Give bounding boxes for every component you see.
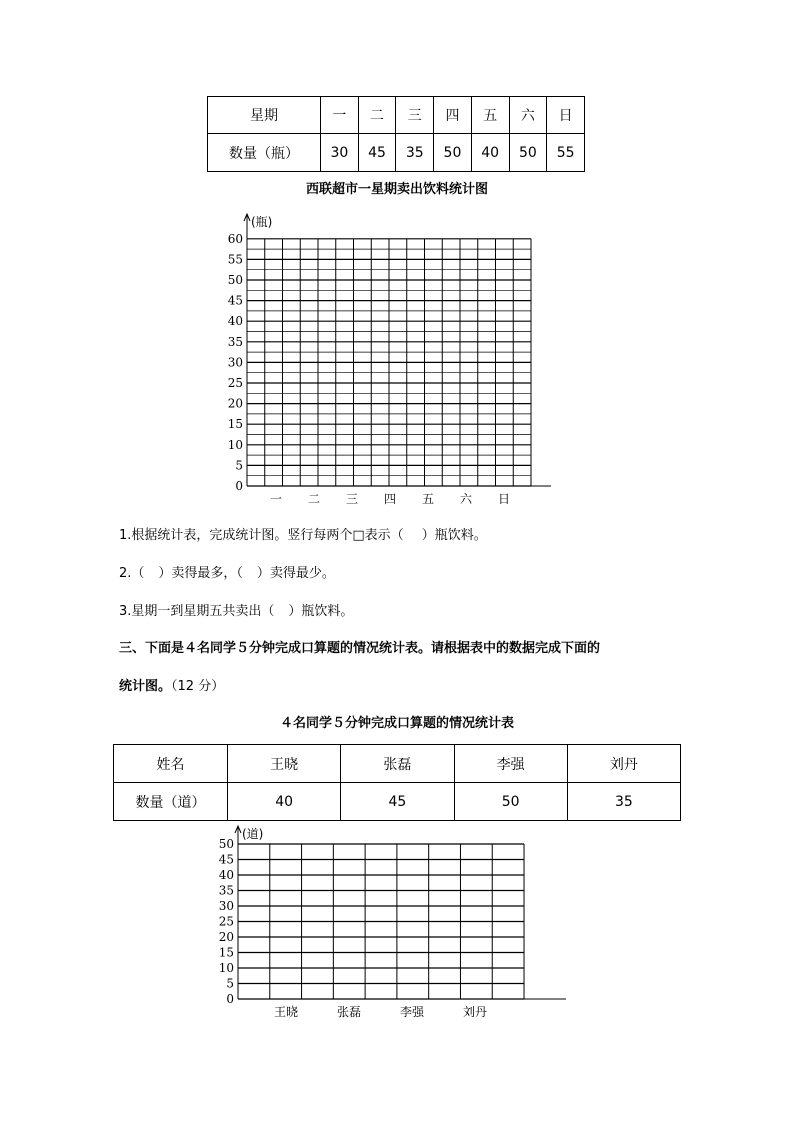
y-tick-label: 45	[227, 293, 243, 308]
day-cell: 六	[509, 97, 547, 134]
y-tick-label: 5	[235, 458, 243, 473]
value-cell: 40	[228, 783, 341, 821]
y-tick-label: 60	[227, 231, 243, 246]
y-tick-label: 0	[235, 479, 243, 493]
score-label: （12 分）	[171, 679, 225, 694]
value-cell: 35	[396, 134, 434, 172]
table2-title: ４名同学５分钟完成口算题的情况统计表	[279, 716, 514, 731]
section-3-heading-end: 统计图。	[119, 679, 172, 694]
question-3-text: 3.星期一到星期五共卖出（	[119, 604, 275, 619]
x-tick-label: 刘丹	[462, 1005, 488, 1019]
day-cell: 日	[547, 97, 585, 134]
name-cell: 李强	[454, 745, 567, 783]
chart1-grid	[0, 0, 794, 520]
question-2-text-c: ）卖得最少。	[256, 566, 335, 581]
question-2-text-b: ）卖得最多，（	[158, 566, 243, 581]
chart2-grid	[0, 810, 794, 1040]
y-tick-label: 35	[227, 334, 243, 349]
y-tick-label: 20	[218, 930, 234, 944]
question-1	[119, 524, 487, 543]
y-tick-label: 55	[227, 252, 243, 267]
y-tick-label: 5	[226, 976, 234, 991]
name-cell: 刘丹	[567, 745, 680, 783]
quantity-header: 数量（道）	[114, 783, 228, 821]
question-2	[119, 562, 335, 581]
unit-label: (道)	[242, 827, 264, 841]
quantity-header: 数量（瓶）	[208, 134, 321, 172]
y-tick-label: 10	[218, 961, 234, 975]
x-tick-label: 张磊	[336, 1005, 362, 1019]
y-tick-label: 35	[218, 883, 234, 898]
question-2-text-a: 2.（	[119, 566, 145, 581]
y-tick-label: 45	[218, 852, 234, 867]
x-tick-label: 李强	[399, 1005, 425, 1019]
y-tick-label: 25	[218, 914, 234, 929]
question-3-text-end: ）瓶饮料。	[288, 604, 354, 619]
y-tick-label: 20	[227, 396, 243, 411]
value-cell: 55	[547, 134, 585, 172]
name-header: 姓名	[114, 745, 228, 783]
question-3	[119, 600, 353, 619]
name-cell: 张磊	[341, 745, 454, 783]
x-tick-label: 六	[459, 492, 473, 506]
day-cell: 三	[396, 97, 434, 134]
value-cell: 45	[358, 134, 396, 172]
y-tick-label: 15	[218, 945, 234, 960]
y-tick-label: 0	[226, 992, 234, 1006]
section-3-heading: 三、下面是４名同学５分钟完成口算题的情况统计表。请根据表中的数据完成下面的	[119, 641, 601, 656]
chart1-title: 西联超市一星期卖出饮料统计图	[305, 182, 488, 197]
day-cell: 一	[321, 97, 359, 134]
name-cell: 王晓	[228, 745, 341, 783]
value-cell: 50	[509, 134, 547, 172]
day-cell: 四	[434, 97, 472, 134]
question-1-text: 1.根据统计表，完成统计图。竖行每两个□表示（	[119, 528, 404, 543]
y-tick-label: 10	[227, 437, 243, 452]
value-cell: 50	[434, 134, 472, 172]
question-1-text-end: ）瓶饮料。	[421, 528, 487, 543]
value-cell: 50	[454, 783, 567, 821]
value-cell: 40	[471, 134, 509, 172]
day-cell: 五	[471, 97, 509, 134]
y-tick-label: 50	[227, 273, 243, 287]
x-tick-label: 二	[307, 492, 321, 506]
x-tick-label: 一	[269, 492, 283, 506]
section-3-heading-cont	[119, 675, 224, 694]
x-tick-label: 五	[421, 492, 435, 506]
unit-label: (瓶)	[251, 215, 273, 229]
table-row	[114, 745, 681, 783]
x-tick-label: 三	[345, 492, 359, 506]
y-tick-label: 40	[227, 314, 243, 329]
weekday-header: 星期	[208, 97, 321, 134]
y-tick-label: 30	[227, 355, 243, 370]
x-tick-label: 四	[383, 492, 397, 506]
y-tick-label: 25	[227, 376, 243, 390]
day-cell: 二	[358, 97, 396, 134]
x-tick-label: 王晓	[273, 1005, 299, 1019]
x-tick-label: 日	[497, 492, 511, 506]
y-tick-label: 30	[218, 899, 234, 913]
value-cell: 30	[321, 134, 359, 172]
value-cell: 35	[567, 783, 680, 821]
y-tick-label: 40	[218, 868, 234, 882]
value-cell: 45	[341, 783, 454, 821]
y-tick-label: 15	[227, 417, 243, 432]
y-tick-label: 50	[218, 837, 234, 851]
